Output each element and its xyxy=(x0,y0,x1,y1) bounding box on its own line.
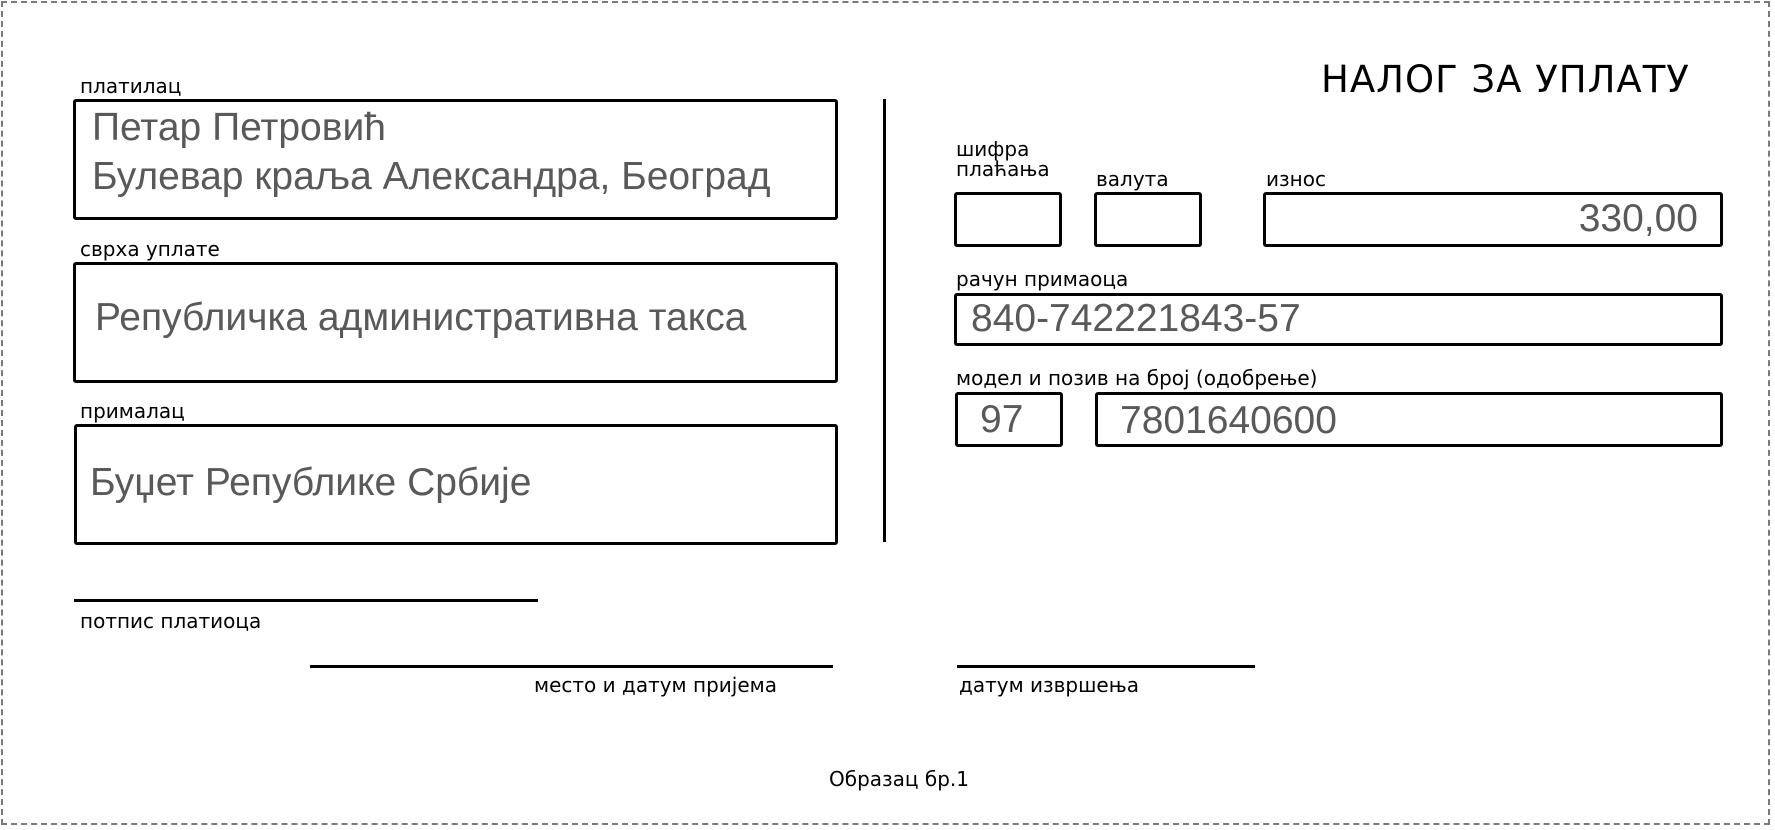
section-divider xyxy=(883,99,886,542)
purpose-label: сврха уплате xyxy=(80,237,220,261)
amount-label: износ xyxy=(1266,167,1326,191)
payment-code-label-line1: шифра xyxy=(956,137,1030,161)
form-title: НАЛОГ ЗА УПЛАТУ xyxy=(1321,58,1690,101)
payer-name: Петар Петровић xyxy=(92,106,386,149)
execution-date-line xyxy=(957,665,1255,668)
reference-number-field[interactable] xyxy=(1095,392,1723,447)
recipient-value: Буџет Републике Србије xyxy=(90,461,532,504)
purpose-value: Републичка административна такса xyxy=(95,296,747,339)
payment-code-label-line2: плаћања xyxy=(956,157,1050,181)
payment-code-field[interactable] xyxy=(954,192,1062,247)
reference-number-value: 7801640600 xyxy=(1120,399,1337,442)
reference-model-field[interactable] xyxy=(955,392,1063,447)
recipient-label: прималац xyxy=(80,399,185,423)
payer-label: платилац xyxy=(80,74,182,98)
amount-value: 330,00 xyxy=(1578,197,1698,240)
recipient-field[interactable] xyxy=(74,424,838,545)
recipient-account-field[interactable] xyxy=(954,293,1723,346)
execution-date-label: датум извршења xyxy=(959,673,1139,697)
purpose-field[interactable] xyxy=(73,262,838,383)
reference-model-value: 97 xyxy=(980,398,1024,441)
payer-signature-label: потпис платиоца xyxy=(80,609,262,633)
recipient-account-value: 840-742221843-57 xyxy=(971,297,1301,340)
payment-order-form xyxy=(1,1,1770,825)
place-date-line xyxy=(310,665,833,668)
payer-address: Булевар краља Александра, Београд xyxy=(92,155,771,198)
amount-field[interactable] xyxy=(1263,192,1723,247)
recipient-account-label: рачун примаоца xyxy=(956,267,1129,291)
reference-label: модел и позив на број (одобрење) xyxy=(956,366,1318,390)
payer-signature-line xyxy=(74,599,538,602)
currency-label: валута xyxy=(1096,167,1169,191)
currency-field[interactable] xyxy=(1094,192,1202,247)
payer-field[interactable] xyxy=(73,99,838,220)
form-number: Образац бр.1 xyxy=(829,767,969,791)
place-date-label: место и датум пријема xyxy=(534,673,777,697)
